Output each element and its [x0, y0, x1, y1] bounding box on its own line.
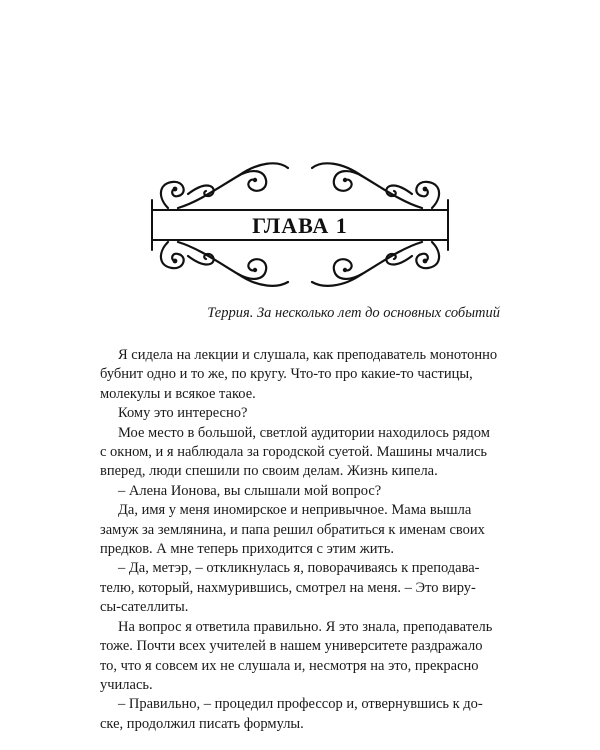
text-line: молекулы и всякое такое.: [100, 385, 256, 402]
paragraph: [100, 424, 502, 482]
text-line: тоже. Почти всех учителей в нашем университете раздражало: [100, 638, 483, 655]
paragraph: [100, 618, 502, 696]
text-line: – Да, метэр, – откликнулась я, поворачиваясь к преподава-: [118, 560, 480, 577]
paragraph: [100, 695, 502, 734]
text-line: бубнит одно и то же, по кругу. Что-то про какие-то частицы,: [100, 366, 473, 383]
text-line: то, что я совсем их не слушала и, несмотря на это, прекрасно: [100, 657, 479, 674]
text-line: замуж за землянина, и папа решил обратиться к именам своих: [100, 521, 485, 538]
text-line: Кому это интересно?: [118, 405, 248, 422]
text-line: предков. А мне теперь приходится с этим жить.: [100, 541, 395, 558]
text-line: телю, который, нахмурившись, смотрел на меня. – Это виру-: [100, 579, 476, 596]
text-line: с окном, и я наблюдала за городской суетой. Машины мчались: [100, 444, 488, 461]
text-line: Мое место в большой, светлой аудитории находилось рядом: [118, 424, 490, 441]
text-line: Да, имя у меня иномирское и непривычное. Мама вышла: [118, 502, 472, 519]
paragraph: [100, 404, 502, 423]
text-line: – Правильно, – процедил профессор и, отвернувшись к до-: [118, 696, 483, 713]
text-line: вперед, люди спешили по своим делам. Жизнь кипела.: [100, 463, 438, 480]
text-line: сы-сателлиты.: [100, 599, 189, 616]
text-line: училась.: [100, 676, 153, 693]
text-line: ске, продолжил писать формулы.: [100, 715, 304, 732]
epigraph: Террия. За несколько лет до основных событий: [207, 305, 500, 321]
paragraph: [100, 501, 502, 559]
text-line: На вопрос я ответила правильно. Я это знала, преподаватель: [118, 618, 493, 635]
paragraph: [100, 559, 502, 617]
text-line: – Алена Ионова, вы слышали мой вопрос?: [118, 482, 382, 499]
paragraph: [100, 482, 502, 501]
text-line: Я сидела на лекции и слушала, как преподаватель монотонно: [118, 347, 498, 363]
paragraph: [100, 346, 502, 404]
chapter-title: ГЛАВА 1: [252, 213, 348, 238]
chapter-body-text: [100, 346, 502, 734]
